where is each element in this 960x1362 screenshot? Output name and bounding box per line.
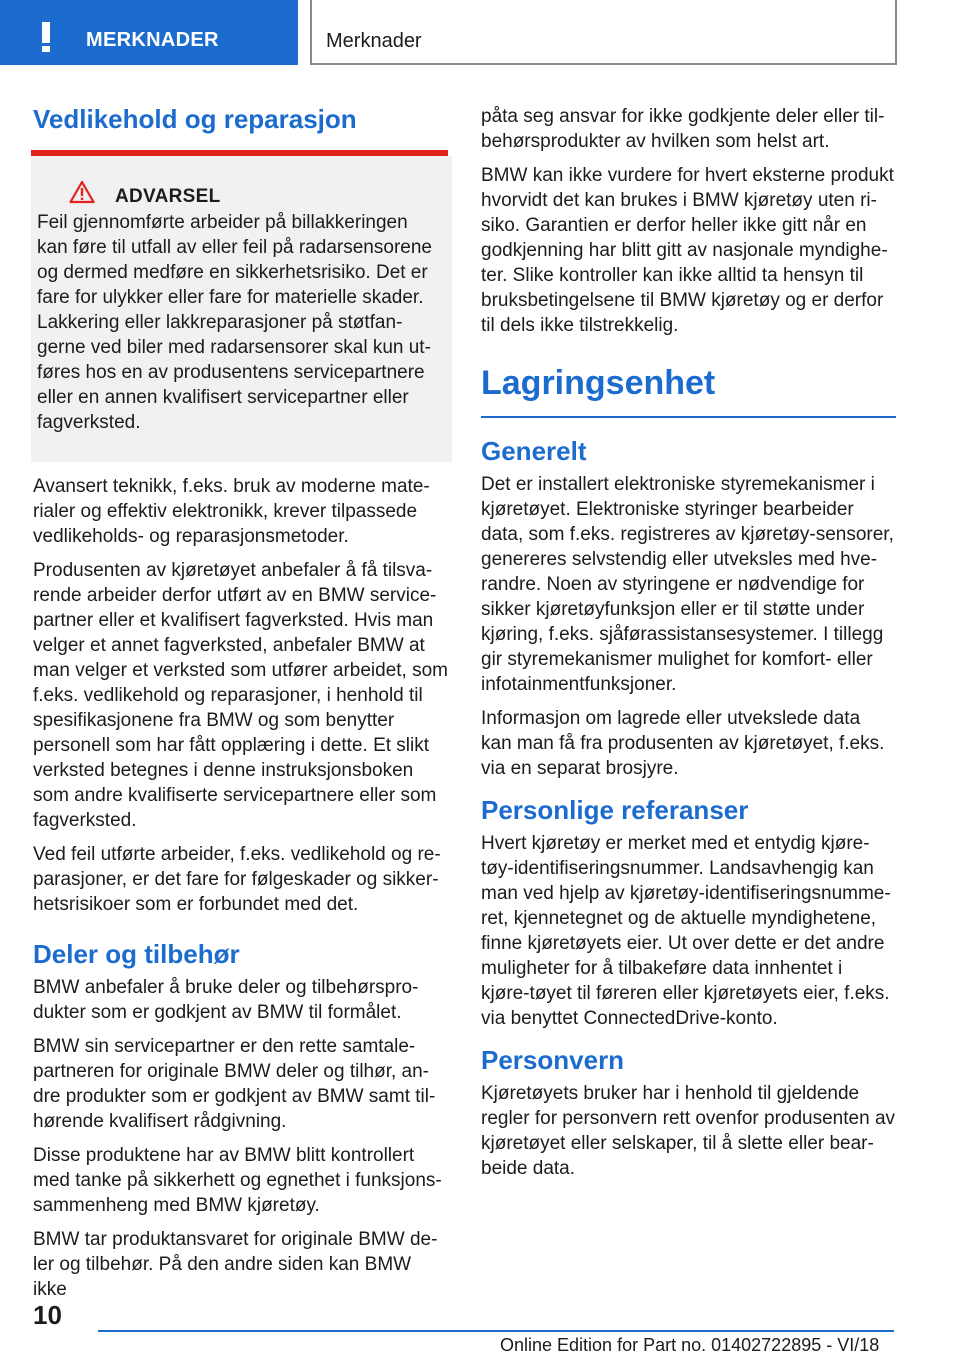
chapter-divider (481, 416, 896, 418)
section-tab-label: MERKNADER (86, 29, 219, 51)
paragraph: Avansert teknikk, f.eks. bruk av moderne mate-rialer og effektiv elektronikk, krever tilpassede vedlikeholds- og reparasjonsmetoder. (33, 476, 430, 547)
paragraph: Informasjon om lagrede eller utvekslede data kan man få fra produsenten av kjøretøyet, f.eks. via en separat brosjyre. (481, 708, 885, 779)
warning-box (31, 156, 452, 462)
warning-triangle-icon (69, 180, 95, 204)
subsection-title-deler: Deler og tilbehør (33, 939, 240, 969)
paragraph: påta seg ansvar for ikke godkjente deler eller til-behørsprodukter av hvilken som helst art. (481, 106, 885, 152)
paragraph: BMW anbefaler å bruke deler og tilbehørspro-dukter som er godkjent av BMW til formålet. (33, 977, 419, 1023)
exclamation-icon (42, 22, 50, 52)
paragraph: Ved feil utførte arbeider, f.eks. vedlikehold og re-parasjoner, er det fare for følgeskader og sikker-hetsrisikoer som er forbundet med det. (33, 844, 441, 915)
footer-divider (98, 1330, 894, 1332)
paragraph: Produsenten av kjøretøyet anbefaler å få tilsva-rende arbeider derfor utført av en BMW service-partner eller et kvalifisert fagverksted. Hvis man velger et annet fagverksted, anbefaler BMW at man velger et verksted som utfører arbeidet, som f.eks. vedlikehold og reparasjoner, i henhold til spesifikasjonene fra BMW og som benytter personell som har fått opplæring i dette. Et slikt verksted betegnes i denne instruksjonsboken som andre kvalifiserte servicepartnere eller som fagverksted. (33, 560, 448, 831)
paragraph: Kjøretøyets bruker har i henhold til gjeldende regler for personvern rett ovenfor produsenten av kjøretøyet eller selskaper, til å slette eller bear-beide data. (481, 1083, 896, 1179)
warning-header (71, 176, 440, 208)
section-tab[interactable] (0, 0, 298, 65)
header-title-box (310, 0, 897, 65)
paragraph: BMW sin servicepartner er den rette samtale-partneren for originale BMW deler og tilhør, an-dre produkter som er godkjent av BMW samt til-hørende kvalifisert rådgivning. (33, 1036, 436, 1132)
paragraph: BMW kan ikke vurdere for hvert eksterne produkt hvorvidt det kan brukes i BMW kjøretøy uten ri-siko. Garantien er derfor heller ikke gitt når en godkjenning har blitt gitt av nasjonale myndighe-ter. Slike kontroller kan ikke alltid ta hensyn til bruksbetingelsene til BMW kjøretøy og er derfor til dels ikke tilstrekkelig. (481, 165, 894, 336)
page-number: 10 (33, 1300, 62, 1330)
left-column (33, 96, 450, 1311)
subsection-title-personlige: Personlige referanser (481, 795, 749, 825)
paragraph: Disse produktene har av BMW blitt kontrollert med tanke på sikkerhett og egnethet i funksjons-sammenheng med BMW kjøretøy. (33, 1145, 442, 1216)
footer-edition: Online Edition for Part no. 01402722895 - VI/18 (500, 1335, 880, 1355)
section-title-vedlikehold: Vedlikehold og reparasjon (33, 104, 357, 134)
warning-text: Feil gjennomførte arbeider på billakkeringen kan føre til utfall av eller feil på radarsensorene og dermed medføre en sikkerhetsrisiko. Det er fare for ulykker eller fare for materielle skader. Lakkering eller lakkreparasjoner på støtfan-gerne ved biler med radarsensorer skal kun ut-føres hos en av produsentens servicepartnere eller en annen kvalifisert servicepartner eller fagverksted. (37, 212, 432, 433)
warning-label: ADVARSEL (115, 186, 221, 207)
subsection-title-personvern: Personvern (481, 1045, 625, 1075)
paragraph: Hvert kjøretøy er merket med et entydig kjøre-tøy-identifiseringsnummer. Landsavhengig kan man ved hjelp av kjøretøy-identifiseringsnumme-ret, kjennetegnet og de aktuelle myndighetene, finne kjøretøyets eier. Ut over dette er det andre muligheter for å tilbakeføre data innhentet i kjøre-tøyet til føreren eller kjøretøyets eier, f.eks. via benyttet ConnectedDrive-konto. (481, 833, 891, 1029)
page-header-title: Merknader (326, 30, 422, 52)
right-column (481, 104, 896, 1190)
paragraph: BMW tar produktansvaret for originale BMW de-ler og tilbehør. På den andre siden kan BMW ikke (33, 1229, 438, 1300)
chapter-title-lagringsenhet: Lagringsenhet (481, 364, 716, 402)
subsection-title-generelt: Generelt (481, 436, 587, 466)
paragraph: Det er installert elektroniske styremekanismer i kjøretøyet. Elektroniske styringer bearbeider data, som f.eks. registreres av kjøretøy-sensorer, genereres selvstendig eller utveksles med hve-randre. Noen av styringene er nødvendige for sikker kjøretøyfunksjon eller er til støtte under kjøring, f.eks. sjåførassistansesystemer. I tillegg gir styremekanismer mulighet for komfort- eller infotainmentfunksjoner. (481, 474, 894, 695)
